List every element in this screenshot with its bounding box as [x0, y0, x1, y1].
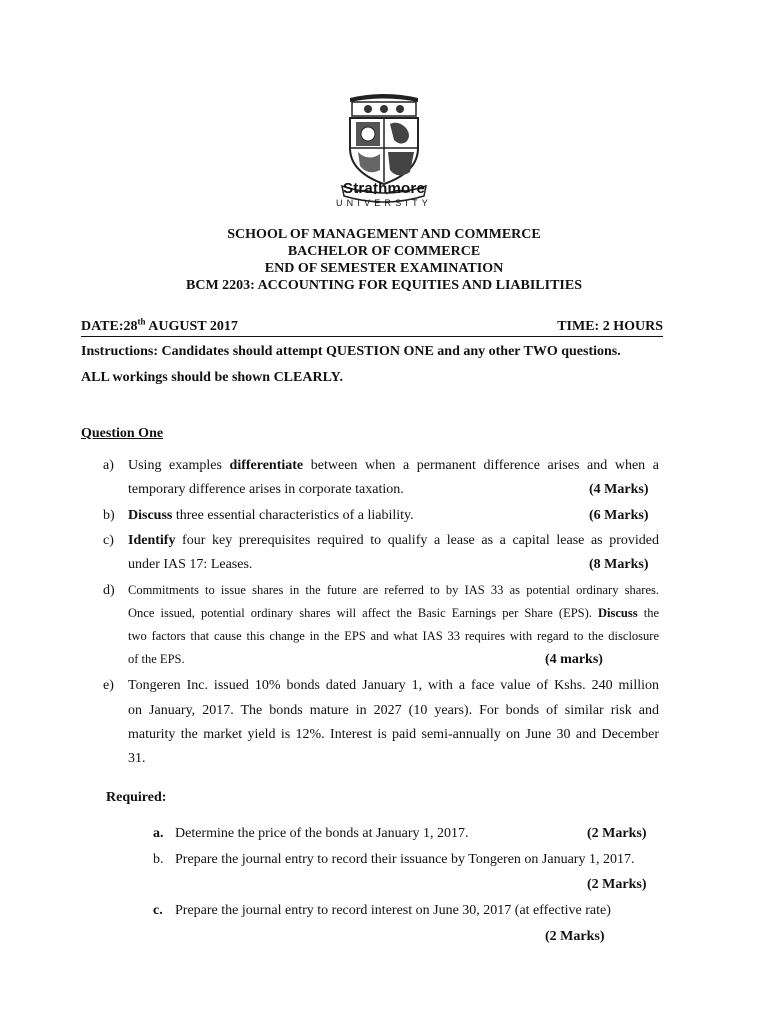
item-c-line-1: Identify four key prerequisites required to qualify a lease as a capital lease as provided: [128, 533, 659, 548]
required-c-marks: (2 Marks): [545, 929, 605, 944]
date-time-line: [81, 318, 663, 337]
item-d-label: d): [103, 583, 115, 598]
required-c-text: Prepare the journal entry to record interest on June 30, 2017 (at effective rate): [175, 903, 611, 918]
item-e-line-3: maturity the market yield is 12%. Interest is paid semi-annually on June 30 and December: [128, 727, 659, 742]
required-c-label: c.: [153, 903, 163, 918]
item-e-line-2: on January, 2017. The bonds mature in 2027 (10 years). For bonds of similar risk and: [128, 703, 659, 718]
item-c-marks: (8 Marks): [589, 557, 649, 572]
item-a-line-2: temporary difference arises in corporate taxation.: [128, 482, 404, 497]
item-c-label: c): [103, 533, 114, 548]
instructions-line-1: Instructions: Candidates should attempt QUESTION ONE and any other TWO questions.: [81, 344, 621, 359]
required-b-label: b.: [153, 852, 164, 867]
item-d-line-2: Once issued, potential ordinary shares will affect the Basic Earnings per Share (EPS). Discuss the: [128, 606, 659, 620]
item-c-line-2: under IAS 17: Leases.: [128, 557, 253, 572]
school-heading: SCHOOL OF MANAGEMENT AND COMMERCE: [227, 227, 541, 242]
university-name: Strathmore: [342, 180, 426, 197]
item-d-line-4: of the EPS.: [128, 652, 185, 666]
item-e-line-1: Tongeren Inc. issued 10% bonds dated January 1, with a face value of Kshs. 240 million: [128, 678, 659, 693]
item-a-marks: (4 Marks): [589, 482, 649, 497]
program-heading: BACHELOR OF COMMERCE: [287, 244, 481, 259]
required-a-label: a.: [153, 826, 164, 841]
item-b-text: Discuss three essential characteristics of a liability.: [128, 508, 414, 523]
item-d-line-1: Commitments to issue shares in the future are referred to by IAS 33 as potential ordinary shares.: [128, 583, 659, 597]
item-a-label: a): [103, 458, 114, 473]
exam-date: DATE:28th AUGUST 2017: [81, 316, 238, 334]
item-b-marks: (6 Marks): [589, 508, 649, 523]
required-title: Required:: [106, 790, 167, 805]
required-b-text: Prepare the journal entry to record their issuance by Tongeren on January 1, 2017.: [175, 852, 635, 867]
course-heading: BCM 2203: ACCOUNTING FOR EQUITIES AND LIABILITIES: [186, 278, 582, 293]
question-one-title: Question One: [81, 426, 164, 441]
instructions-line-2: ALL workings should be shown CLEARLY.: [81, 370, 343, 385]
university-subtitle: UNIVERSITY: [335, 198, 432, 208]
item-e-label: e): [103, 678, 114, 693]
item-e-line-4: 31.: [128, 751, 146, 766]
exam-heading: END OF SEMESTER EXAMINATION: [264, 261, 504, 276]
item-d-marks: (4 marks): [545, 652, 603, 667]
item-b-label: b): [103, 508, 115, 523]
required-b-marks: (2 Marks): [587, 877, 647, 892]
required-a-marks: (2 Marks): [587, 826, 647, 841]
required-a-text: Determine the price of the bonds at January 1, 2017.: [175, 826, 469, 841]
item-a-line-1: Using examples differentiate between when a permanent difference arises and when a: [128, 458, 659, 473]
item-d-line-3: two factors that cause this change in the EPS and what IAS 33 requires with regard to the disclosure: [128, 629, 659, 643]
exam-duration: TIME: 2 HOURS: [557, 319, 663, 334]
